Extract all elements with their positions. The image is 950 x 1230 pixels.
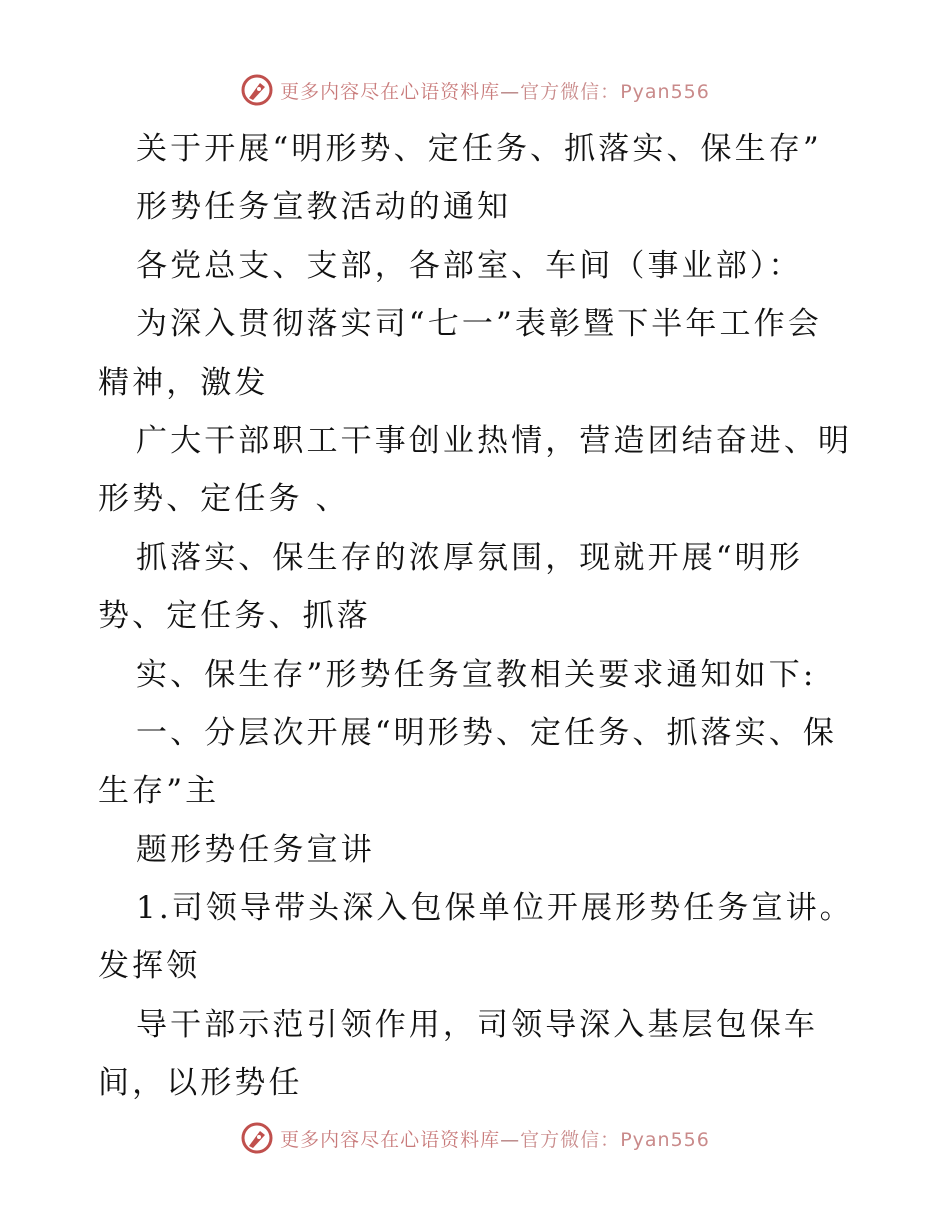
banner-main-text: 更多内容尽在心语资料库 xyxy=(280,1128,501,1151)
document-line: 一、分层次开展“明形势、定任务、抓落实、保 xyxy=(136,714,837,751)
document-body xyxy=(98,120,858,1113)
document-line: 形势、定任务 、 xyxy=(98,481,350,518)
document-line: 间，以形势任 xyxy=(98,1065,303,1102)
banner-main-text: 更多内容尽在心语资料库 xyxy=(280,80,501,103)
document-line: 形势任务宣教活动的通知 xyxy=(136,189,512,226)
document-line: 势、定任务、抓落 xyxy=(98,598,371,635)
banner-wechat-id: Pyan556 xyxy=(620,1128,710,1151)
document-line: 广大干部职工干事创业热情，营造团结奋进、明 xyxy=(136,422,853,459)
document-line: 实、保生存”形势任务宣教相关要求通知如下: xyxy=(136,656,817,693)
document-line: 抓落实、保生存的浓厚氛围，现就开展“明形 xyxy=(136,539,803,576)
document-line: 生存”主 xyxy=(98,773,220,810)
banner-text xyxy=(280,77,710,104)
document-line: 关于开展“明形势、定任务、抓落实、保生存” xyxy=(136,131,822,167)
banner-wechat-label: 官方微信： xyxy=(520,80,621,103)
document-line: 发挥领 xyxy=(98,948,201,985)
banner-separator: — xyxy=(500,1128,521,1151)
banner-wechat-label: 官方微信： xyxy=(520,1128,621,1151)
pen-nib-circle-icon xyxy=(240,73,274,107)
banner-text xyxy=(280,1125,710,1152)
header-banner xyxy=(0,70,950,110)
document-line: 1.司领导带头深入包保单位开展形势任务宣讲。 xyxy=(136,890,854,927)
document-line: 精神，激发 xyxy=(98,364,269,401)
document-line: 导干部示范引领作用，司领导深入基层包保车 xyxy=(136,1006,818,1043)
document-line: 为深入贯彻落实司“七一”表彰暨下半年工作会 xyxy=(136,306,822,343)
banner-wechat-id: Pyan556 xyxy=(620,80,710,103)
document-line: 题形势任务宣讲 xyxy=(136,831,375,868)
document-line: 各党总支、支部，各部室、车间（事业部）： xyxy=(136,247,803,284)
footer-banner xyxy=(0,1118,950,1158)
pen-nib-circle-icon xyxy=(240,1121,274,1155)
banner-separator: — xyxy=(500,80,521,103)
